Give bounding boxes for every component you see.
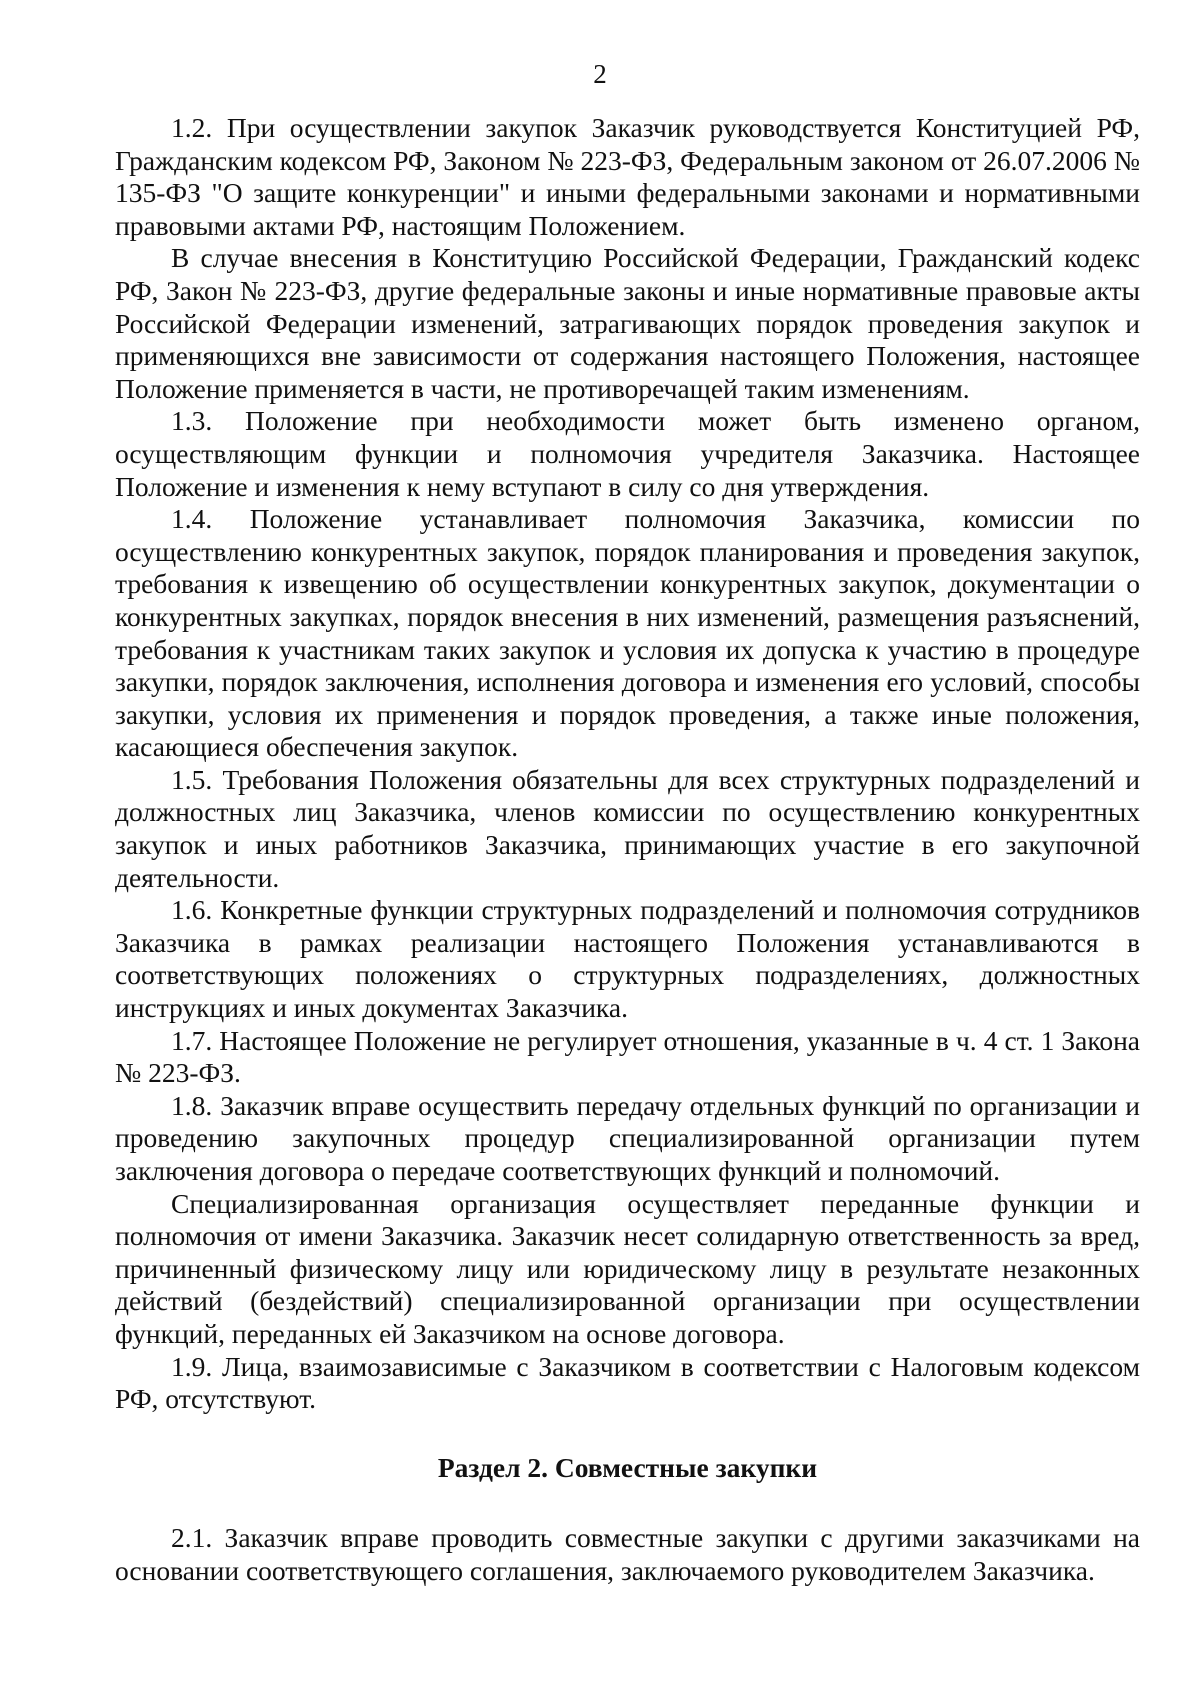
paragraph-1-2: 1.2. При осуществлении закупок Заказчик руководствуется Конституцией РФ, Гражданским кодексом РФ, Законом № 223-ФЗ, Федеральным законом от 26.07.2006 № 135-ФЗ "О защите конкуренции" и иными федеральными законами и нормативными правовыми актами РФ, настоящим Положением. <box>115 112 1140 241</box>
paragraph-1-2-amendments: В случае внесения в Конституцию Российской Федерации, Гражданский кодекс РФ, Закон № 223-ФЗ, другие федеральные законы и иные нормативные правовые акты Российской Федерации изменений, затрагивающих порядок проведения закупок и применяющихся вне зависимости от содержания настоящего Положения, настоящее Положение применяется в части, не противоречащей таким изменениям. <box>115 242 1140 404</box>
page-number: 2 <box>593 59 607 89</box>
paragraph-1-6: 1.6. Конкретные функции структурных подразделений и полномочия сотрудников Заказчика в рамках реализации настоящего Положения устанавливаются в соответствующих положениях о структурных подразделениях, должностных инструкциях и иных документах Заказчика. <box>115 894 1140 1024</box>
paragraph-1-4: 1.4. Положение устанавливает полномочия Заказчика, комиссии по осуществлению конкурентных закупок, порядок планирования и проведения закупок, требования к извещению об осуществлении конкурентных закупок, документации о конкурентных закупках, порядок внесения в них изменений, размещения разъяснений, требования к участникам таких закупок и условия их допуска к участию в процедуре закупки, порядок заключения, исполнения договора и изменения его условий, способы закупки, условия их применения и порядок проведения, а также иные положения, касающиеся обеспечения закупок. <box>115 503 1140 763</box>
paragraph-1-8-specialized-org: Специализированная организация осуществляет переданные функции и полномочия от имени Заказчика. Заказчик несет солидарную ответственность за вред, причиненный физическому лицу или юридическому лицу в результате незаконных действий (бездействий) специализированной организации при осуществлении функций, переданных ей Заказчиком на основе договора. <box>115 1187 1140 1349</box>
paragraph-1-7: 1.7. Настоящее Положение не регулирует отношения, указанные в ч. 4 ст. 1 Закона № 223-ФЗ. <box>115 1024 1140 1089</box>
paragraph-1-8: 1.8. Заказчик вправе осуществить передачу отдельных функций по организации и проведению закупочных процедур специализированной организации путем заключения договора о передаче соответствующих функций и полномочий. <box>115 1089 1140 1186</box>
paragraph-2-1: 2.1. Заказчик вправе проводить совместные закупки с другими заказчиками на основании соответствующего соглашения, заключаемого руководителем Заказчика. <box>115 1522 1140 1586</box>
paragraph-1-9: 1.9. Лица, взаимозависимые с Заказчиком в соответствии с Налоговым кодексом РФ, отсутствуют. <box>115 1350 1140 1415</box>
section-title: Раздел 2. Совместные закупки <box>437 1451 818 1483</box>
document-body <box>115 112 1140 1588</box>
paragraph-1-5: 1.5. Требования Положения обязательны для всех структурных подразделений и должностных лиц Заказчика, членов комиссии по осуществлению конкурентных закупок и иных работников Заказчика, принимающих участие в его закупочной деятельности. <box>115 763 1140 893</box>
paragraph-1-3: 1.3. Положение при необходимости может быть изменено органом, осуществляющим функции и полномочия учредителя Заказчика. Настоящее Положение и изменения к нему вступают в силу со дня утверждения. <box>115 405 1140 502</box>
